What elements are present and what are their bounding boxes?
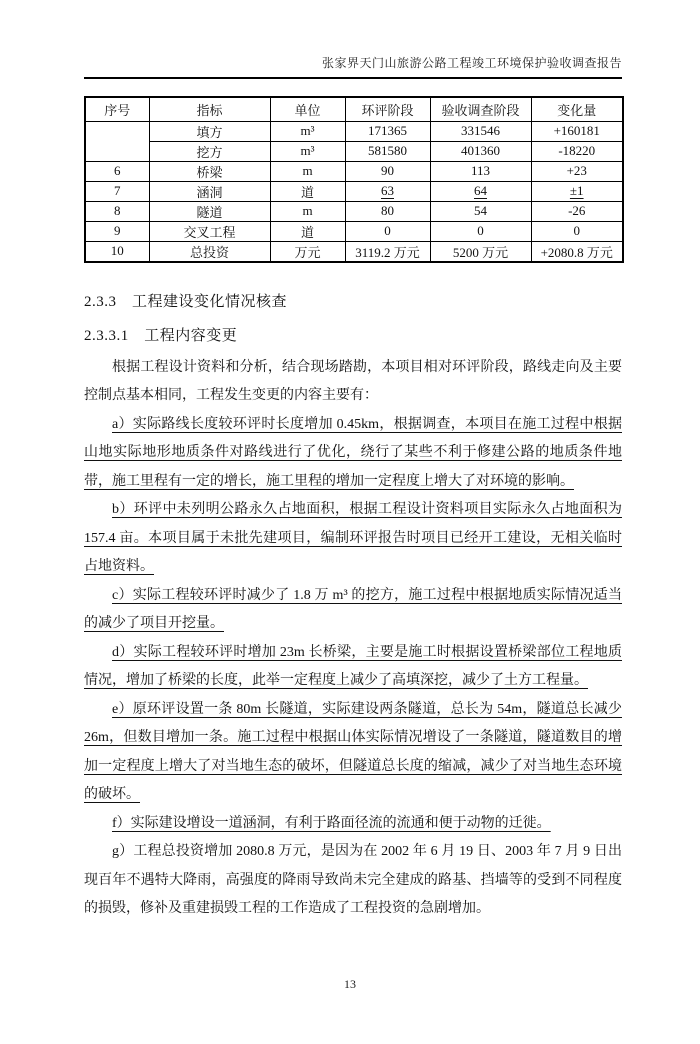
table-row	[85, 181, 623, 201]
column-header: 单位	[270, 97, 345, 121]
cell-change: ±1	[531, 181, 623, 201]
cell-indicator: 总投资	[149, 241, 270, 262]
column-header: 变化量	[531, 97, 623, 121]
cell-unit: m	[270, 201, 345, 221]
cell-indicator: 桥梁	[149, 161, 270, 181]
paragraph: c）实际工程较环评时减少了 1.8 万 m³ 的挖方，施工过程中根据地质实际情况适当的减少了项目开挖量。	[84, 587, 622, 631]
cell-eia: 90	[345, 161, 430, 181]
cell-survey: 0	[430, 221, 531, 241]
cell-unit: 道	[270, 221, 345, 241]
paragraph: a）实际路线长度较环评时长度增加 0.45km，根据调查，本项目在施工过程中根据山地实际地形地质条件对路线进行了优化，绕行了某些不利于修建公路的地质条件地带，施工里程有一定的增长，施工里程的增加一定程度上增大了对环境的影响。	[84, 416, 622, 489]
table-body	[85, 121, 623, 262]
cell-eia: 63	[345, 181, 430, 201]
column-header: 环评阶段	[345, 97, 430, 121]
cell-survey: 401360	[430, 141, 531, 161]
cell-change: +160181	[531, 121, 623, 141]
section-heading: 2.3.3 工程建设变化情况核查	[84, 293, 288, 310]
cell-unit: 道	[270, 181, 345, 201]
cell-no: 6	[85, 161, 149, 181]
subsection-heading: 2.3.3.1 工程内容变更	[84, 327, 238, 344]
cell-survey: 64	[430, 181, 531, 201]
cell-indicator: 挖方	[149, 141, 270, 161]
cell-survey: 5200 万元	[430, 241, 531, 262]
cell-indicator: 填方	[149, 121, 270, 141]
cell-eia: 0	[345, 221, 430, 241]
table-row	[85, 201, 623, 221]
running-header	[84, 54, 622, 79]
cell-unit: m³	[270, 121, 345, 141]
paragraph: 根据工程设计资料和分析，结合现场踏勘，本项目相对环评阶段，路线走向及主要控制点基本相同，工程发生变更的内容主要有：	[84, 359, 622, 403]
cell-survey: 54	[430, 201, 531, 221]
paragraphs	[84, 354, 622, 924]
cell-no: 7	[85, 181, 149, 201]
cell-no: 10	[85, 241, 149, 262]
column-header: 指标	[149, 97, 270, 121]
table-row	[85, 141, 623, 161]
page-content	[0, 54, 700, 924]
cell-survey: 331546	[430, 121, 531, 141]
table-row	[85, 221, 623, 241]
cell-change: -26	[531, 201, 623, 221]
cell-indicator: 涵洞	[149, 181, 270, 201]
cell-no	[85, 121, 149, 161]
column-header: 验收调查阶段	[430, 97, 531, 121]
paragraph: d）实际工程较环评时增加 23m 长桥梁，主要是施工时根据设置桥梁部位工程地质情况，增加了桥梁的长度，此举一定程度上减少了高填深挖，减少了土方工程量。	[84, 644, 622, 688]
paragraph: b）环评中未列明公路永久占地面积，根据工程设计资料项目实际永久占地面积为 157.4 亩。本项目属于未批先建项目，编制环评报告时项目已经开工建设，无相关临时占地资料。	[84, 502, 622, 574]
paragraph: e）原环评设置一条 80m 长隧道，实际建设两条隧道，总长为 54m，隧道总长减少 26m，但数目增加一条。施工过程中根据山体实际情况增设了一条隧道，隧道数目的增加一定程度上增大了对当地生态的破坏，但隧道总长度的缩减，减少了对当地生态环境的破坏。	[84, 701, 622, 802]
cell-change: -18220	[531, 141, 623, 161]
paragraph: g）工程总投资增加 2080.8 万元，是因为在 2002 年 6 月 19 日、2003 年 7 月 9 日出现百年不遇特大降雨，高强度的降雨导致尚未完全建成的路基、挡墙等的受到不同程度的损毁，修补及重建损毁工程的工作造成了工程投资的急剧增加。	[84, 844, 622, 916]
report-title: 张家界天门山旅游公路工程竣工环境保护验收调查报告	[321, 56, 622, 70]
change-summary-table	[84, 96, 624, 263]
cell-indicator: 隧道	[149, 201, 270, 221]
table-header-row	[85, 97, 623, 121]
cell-change: 0	[531, 221, 623, 241]
cell-change: +2080.8 万元	[531, 241, 623, 262]
cell-eia: 581580	[345, 141, 430, 161]
cell-change: +23	[531, 161, 623, 181]
paragraph: f）实际建设增设一道涵洞，有利于路面径流的流通和便于动物的迁徙。	[112, 815, 551, 831]
cell-unit: m	[270, 161, 345, 181]
cell-unit: 万元	[270, 241, 345, 262]
cell-survey: 113	[430, 161, 531, 181]
cell-no: 8	[85, 201, 149, 221]
cell-no: 9	[85, 221, 149, 241]
cell-unit: m³	[270, 141, 345, 161]
cell-eia: 80	[345, 201, 430, 221]
cell-eia: 3119.2 万元	[345, 241, 430, 262]
cell-indicator: 交叉工程	[149, 221, 270, 241]
cell-eia: 171365	[345, 121, 430, 141]
page-number: 13	[344, 977, 356, 991]
column-header: 序号	[85, 97, 149, 121]
table-row	[85, 121, 623, 141]
table-row	[85, 241, 623, 262]
table-row	[85, 161, 623, 181]
